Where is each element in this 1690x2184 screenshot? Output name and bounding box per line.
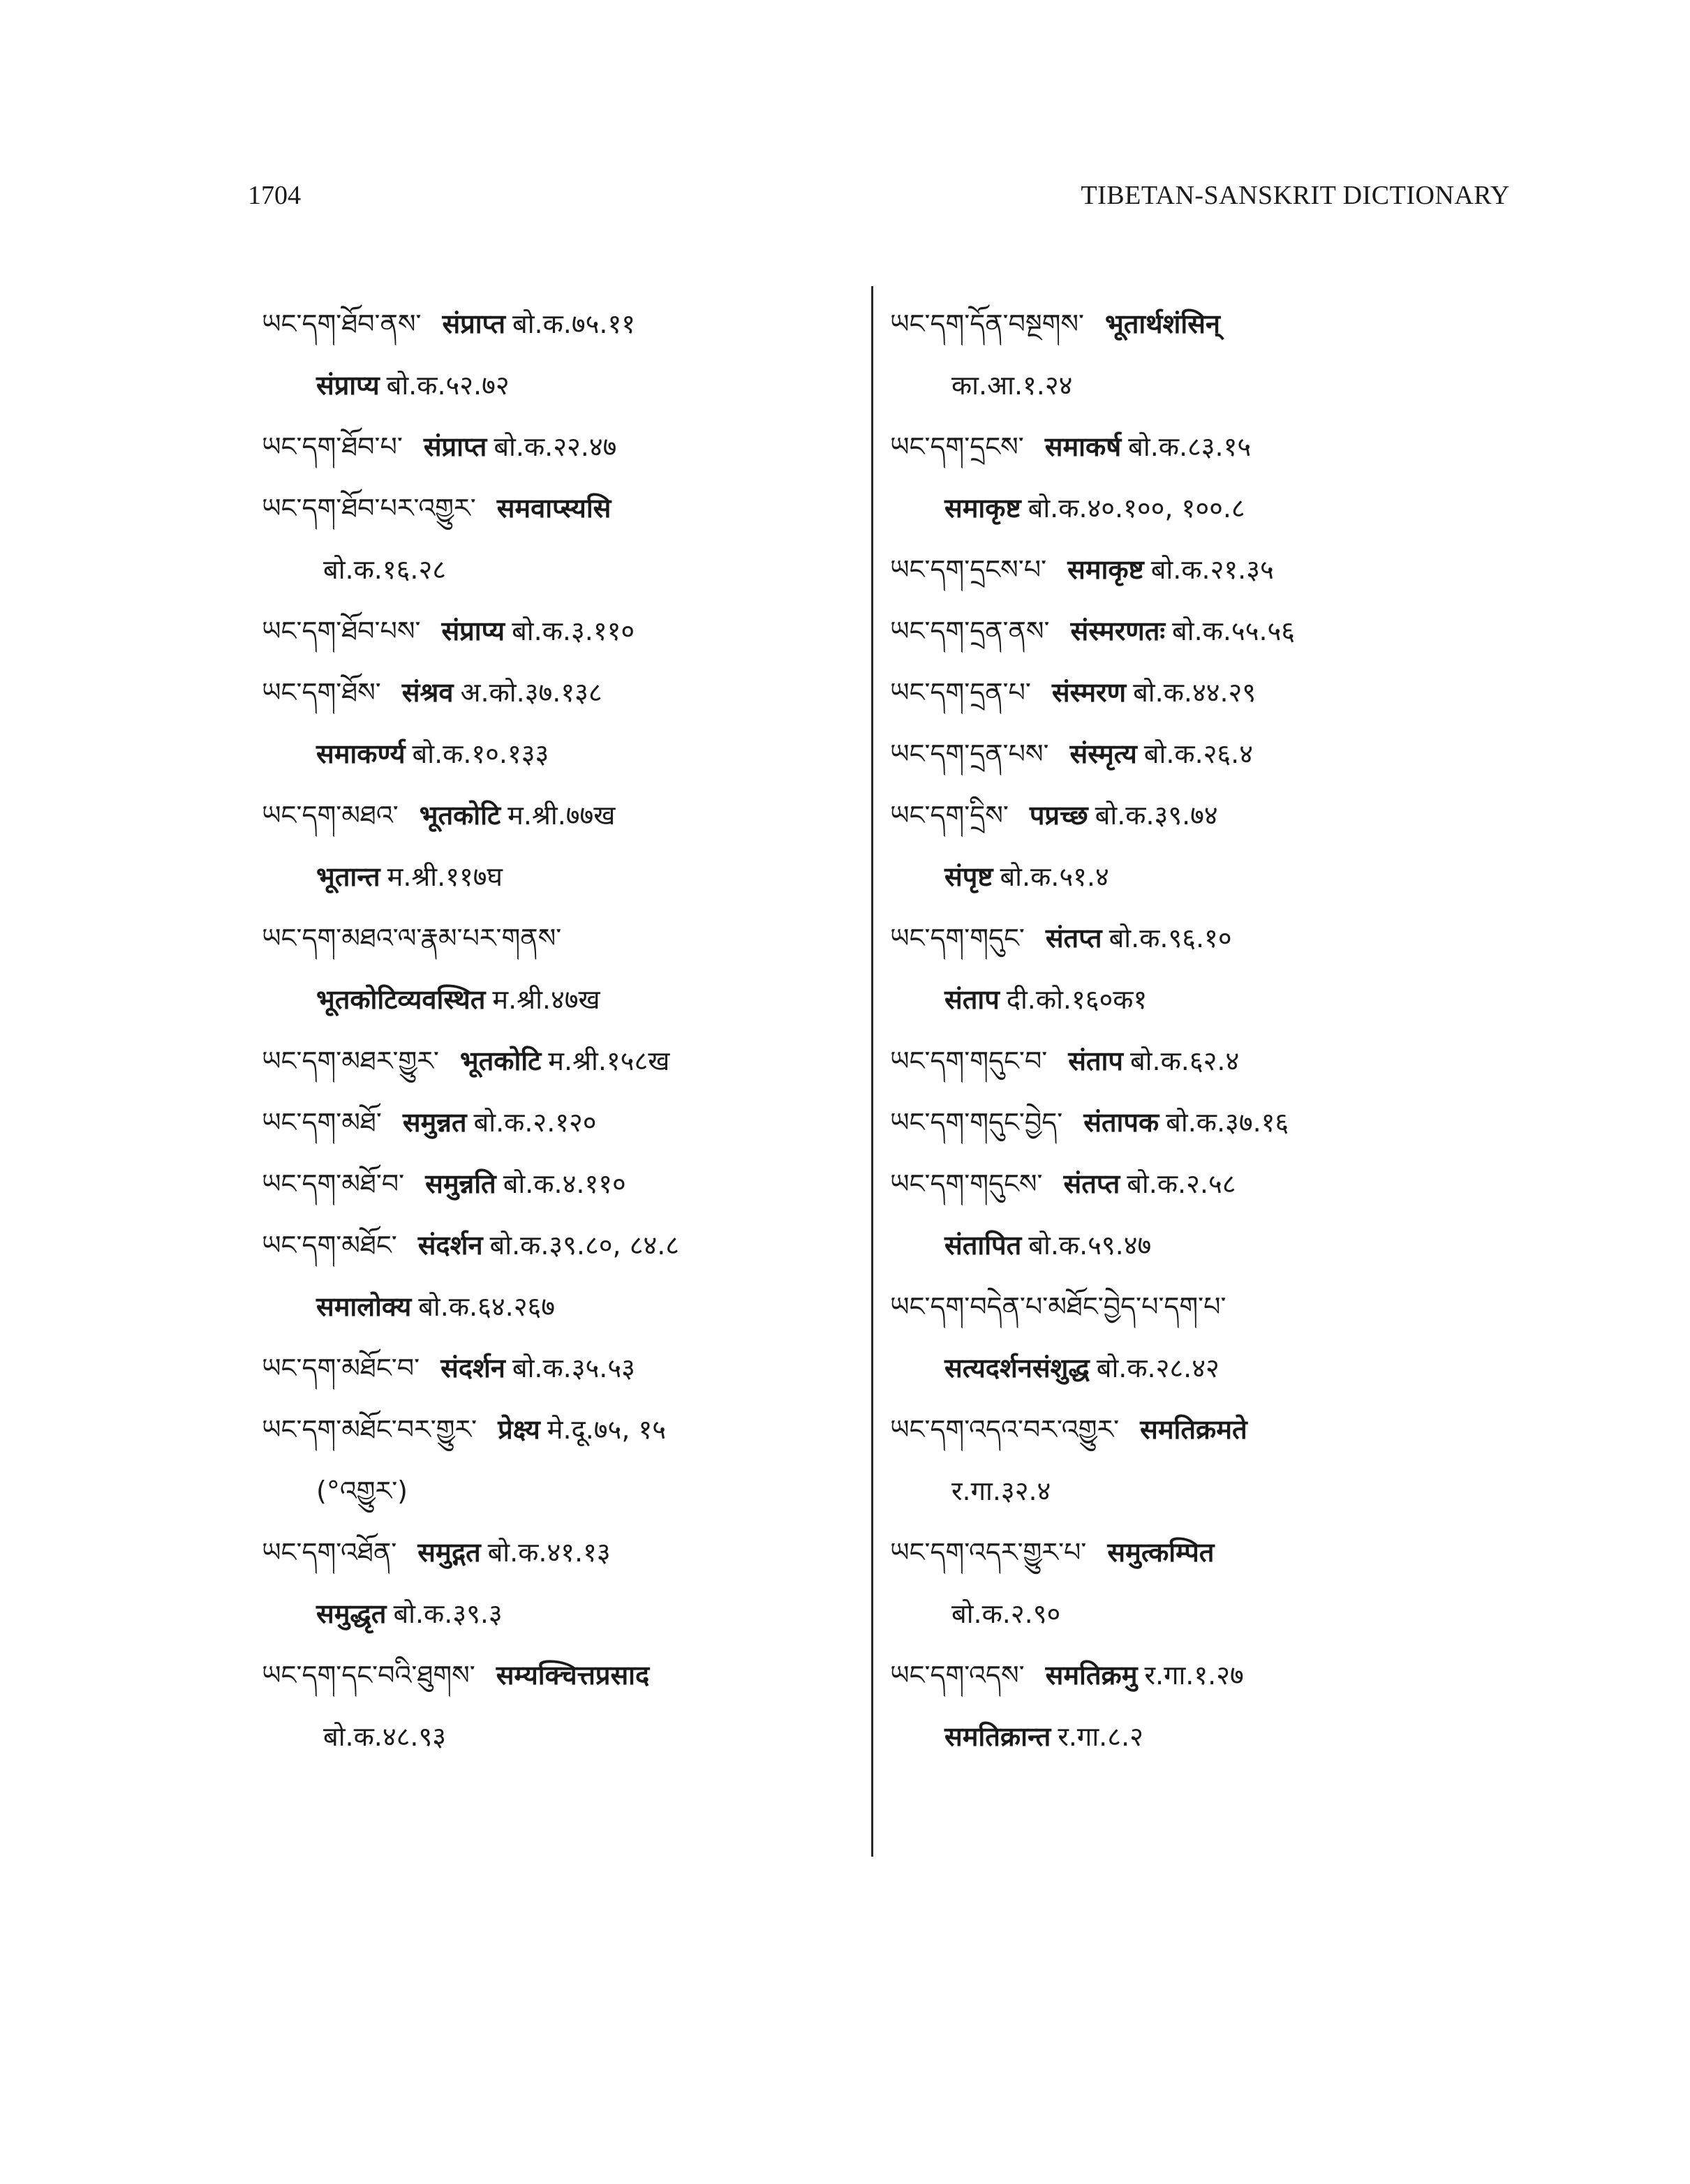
tibetan-headword: ཡང་དག་ཐོབ་པ་ <box>262 431 403 462</box>
dictionary-entry <box>890 662 1490 723</box>
source-reference: म.श्री.१५८ख <box>548 1046 670 1076</box>
sanskrit-equivalent: संतापक <box>1083 1107 1159 1138</box>
source-reference: अ.को.३७.१३८ <box>460 677 602 708</box>
source-reference: बो.क.४१.१३ <box>487 1537 611 1568</box>
entry-continuation <box>890 1337 1490 1399</box>
sanskrit-equivalent: संप्राप्त <box>442 309 505 339</box>
sanskrit-equivalent: संताप <box>1068 1046 1123 1076</box>
source-reference: बो.क.७५.११ <box>512 309 636 339</box>
sanskrit-equivalent: सम्यक्चित्तप्रसाद <box>496 1660 650 1691</box>
source-reference: बो.क.८३.१५ <box>1128 431 1252 462</box>
sanskrit-equivalent: संप्राप्त <box>423 431 487 462</box>
sanskrit-equivalent: संदर्शन <box>440 1353 505 1383</box>
entry-continuation <box>890 1214 1490 1276</box>
sanskrit-equivalent: संस्मृत्य <box>1069 738 1137 769</box>
source-reference: बो.क.१०.१३३ <box>412 738 549 769</box>
sanskrit-equivalent: भूतकोटिव्यवस्थित <box>316 984 486 1015</box>
source-reference: बो.क.९६.१० <box>1109 923 1232 953</box>
dictionary-entry <box>262 662 862 785</box>
source-reference: बो.क.२६.४ <box>1143 738 1254 769</box>
source-reference: र.गा.१.२७ <box>1144 1660 1244 1691</box>
sanskrit-equivalent: समाकर्ण्य <box>316 738 406 769</box>
dictionary-entry <box>262 1030 862 1092</box>
tibetan-headword: ཡང་དག་འདའ་བར་འགྱུར་ <box>890 1414 1120 1445</box>
entry-continuation <box>262 969 862 1030</box>
dictionary-entry <box>890 723 1490 785</box>
dictionary-entry <box>890 1644 1490 1767</box>
dictionary-entry <box>262 1337 862 1399</box>
entry-continuation <box>262 846 862 907</box>
dictionary-entry <box>890 1030 1490 1092</box>
tibetan-headword: ཡང་དག་དང་བའི་ཐུགས་ <box>262 1660 475 1691</box>
tibetan-headword: ཡང་དག་དོན་བསྔགས་ <box>890 309 1085 339</box>
dictionary-entry <box>262 1153 862 1214</box>
tibetan-headword: ཡང་དག་འདས་ <box>890 1660 1025 1691</box>
dictionary-entry <box>890 416 1490 539</box>
source-reference: बो.क.४८.९३ <box>323 1721 447 1752</box>
tibetan-headword: ཡང་དག་མཐོང་བར་གྱུར་ <box>262 1414 477 1445</box>
source-reference: बो.क.६४.२६७ <box>418 1291 555 1322</box>
entry-continuation <box>890 1460 1490 1522</box>
dictionary-entry <box>890 1276 1490 1399</box>
dictionary-entry <box>262 907 862 1030</box>
dictionary-entry <box>890 600 1490 662</box>
source-reference: बो.क.५२.७२ <box>386 370 510 401</box>
tibetan-headword: ཡང་དག་མཐོང་ <box>262 1230 397 1261</box>
sanskrit-equivalent: समुद्गत <box>417 1537 481 1568</box>
source-reference: बो.क.२.१२० <box>473 1107 597 1138</box>
right-column <box>890 293 1490 1767</box>
sanskrit-equivalent: समतिक्रान्त <box>944 1721 1051 1752</box>
source-reference: बो.क.३५.५३ <box>512 1353 635 1383</box>
source-reference: म.श्री.११७घ <box>387 861 503 892</box>
tibetan-headword: ཡང་དག་ཐོབ་པས་ <box>262 616 421 646</box>
left-column <box>262 293 862 1767</box>
sanskrit-equivalent: सत्यदर्शनसंशुद्ध <box>944 1353 1090 1383</box>
dictionary-entry <box>890 1092 1490 1153</box>
running-title: TIBETAN-SANSKRIT DICTIONARY <box>1081 181 1510 210</box>
sanskrit-equivalent: पप्रच्छ <box>1029 800 1088 831</box>
tibetan-headword: ཡང་དག་གདུང་བ་ <box>890 1046 1048 1076</box>
sanskrit-equivalent: भूतान्त <box>316 861 380 892</box>
dictionary-entry <box>262 477 862 600</box>
tibetan-headword: ཡང་དག་དྲིས་ <box>890 800 1009 831</box>
source-reference: बो.क.५५.५६ <box>1172 616 1296 646</box>
tibetan-headword: ཡང་དག་མཐོང་བ་ <box>262 1353 420 1383</box>
tibetan-headword: ཡང་དག་མཐའ་ལ་རྣམ་པར་གནས་ <box>262 923 562 953</box>
entry-continuation <box>890 477 1490 539</box>
source-reference: बो.क.४४.२९ <box>1133 677 1257 708</box>
source-reference: बो.क.२.९० <box>951 1598 1061 1629</box>
dictionary-entry <box>262 1214 862 1337</box>
sanskrit-equivalent: समुत्कम्पित <box>1107 1537 1215 1568</box>
entry-continuation <box>262 1276 862 1337</box>
source-reference: बो.क.३९.३ <box>393 1598 503 1629</box>
sanskrit-equivalent: प्रेक्ष्य <box>498 1414 540 1445</box>
sanskrit-equivalent: भूतार्थशंसिन् <box>1105 309 1220 339</box>
sanskrit-equivalent: समतिक्रमु <box>1045 1660 1138 1691</box>
sanskrit-equivalent: संस्मरणतः <box>1070 616 1166 646</box>
page-number: 1704 <box>248 181 301 210</box>
sanskrit-equivalent: संश्रव <box>401 677 454 708</box>
source-reference: बो.क.५१.४ <box>1000 861 1109 892</box>
entry-continuation <box>262 723 862 785</box>
source-reference: र.गा.३२.४ <box>951 1476 1051 1506</box>
column-divider <box>871 286 873 1857</box>
sanskrit-equivalent: संतापित <box>944 1230 1022 1261</box>
sanskrit-equivalent: समतिक्रमते <box>1140 1414 1247 1445</box>
tibetan-headword: ཡང་དག་གདུངས་ <box>890 1168 1043 1199</box>
dictionary-entry <box>890 1522 1490 1644</box>
sanskrit-equivalent: समाकृष्ट <box>944 493 1021 523</box>
dictionary-entry <box>262 1092 862 1153</box>
sanskrit-equivalent: समाकर्ष <box>1044 431 1122 462</box>
tibetan-headword: ཡང་དག་འདར་གྱུར་པ་ <box>890 1537 1087 1568</box>
entry-continuation <box>890 1706 1490 1767</box>
dictionary-entry <box>890 539 1490 600</box>
dictionary-entry <box>890 1399 1490 1522</box>
sanskrit-equivalent: संताप <box>944 984 1000 1015</box>
sanskrit-equivalent: संपृष्ट <box>944 861 993 892</box>
tibetan-headword: ཡང་དག་ཐོབ་ནས་ <box>262 309 422 339</box>
entry-continuation <box>262 539 862 600</box>
tibetan-headword: ཡང་དག་བདེན་པ་མཐོང་བྱེད་པ་དག་པ་ <box>890 1291 1226 1322</box>
tibetan-headword: ཡང་དག་གདུང་བྱེད་ <box>890 1107 1063 1138</box>
entry-note: (°འགྱུར་) <box>316 1476 408 1506</box>
source-reference: बो.क.३.११० <box>512 616 635 646</box>
source-reference: बो.क.२१.३५ <box>1150 554 1274 585</box>
tibetan-headword: ཡང་དག་མཐར་གྱུར་ <box>262 1046 439 1076</box>
dictionary-entry <box>262 293 862 416</box>
entry-continuation <box>262 1583 862 1644</box>
dictionary-entry <box>890 1153 1490 1276</box>
dictionary-entry <box>262 785 862 907</box>
source-reference: बो.क.२.५८ <box>1127 1168 1236 1199</box>
sanskrit-equivalent: समुन्नति <box>425 1168 496 1199</box>
dictionary-entry <box>262 1644 862 1767</box>
source-reference: म.श्री.७७ख <box>507 800 616 831</box>
sanskrit-equivalent: संतप्त <box>1063 1168 1120 1199</box>
tibetan-headword: ཡང་དག་གདུང་ <box>890 923 1025 953</box>
source-reference: बो.क.६२.४ <box>1129 1046 1240 1076</box>
source-reference: का.आ.१.२४ <box>951 370 1073 401</box>
tibetan-headword: ཡང་དག་དྲན་ནས་ <box>890 616 1050 646</box>
dictionary-entry <box>890 293 1490 416</box>
dictionary-entry <box>890 785 1490 907</box>
source-reference: म.श्री.४७ख <box>492 984 600 1015</box>
source-reference: बो.क.४०.१००, १००.८ <box>1028 493 1245 523</box>
entry-continuation <box>890 969 1490 1030</box>
dictionary-entry <box>262 416 862 477</box>
entry-continuation <box>890 355 1490 416</box>
source-reference: र.गा.८.२ <box>1058 1721 1143 1752</box>
tibetan-headword: ཡང་དག་མཐའ་ <box>262 800 399 831</box>
tibetan-headword: ཡང་དག་དྲངས་ <box>890 431 1024 462</box>
tibetan-headword: ཡང་དག་དྲངས་པ་ <box>890 554 1047 585</box>
sanskrit-equivalent: संदर्शन <box>417 1230 483 1261</box>
source-reference: दी.को.१६०क१ <box>1006 984 1148 1015</box>
entry-continuation <box>890 846 1490 907</box>
source-reference: मे.दू.७५, १५ <box>547 1414 666 1445</box>
sanskrit-equivalent: संप्राप्य <box>316 370 380 401</box>
tibetan-headword: ཡང་དག་དྲན་པ་ <box>890 677 1031 708</box>
tibetan-headword: ཡང་དག་ཐོས་ <box>262 677 381 708</box>
tibetan-headword: ཡང་དག་འཐོན་ <box>262 1537 397 1568</box>
entry-continuation <box>890 1583 1490 1644</box>
source-reference: बो.क.४.११० <box>503 1168 626 1199</box>
source-reference: बो.क.३७.१६ <box>1166 1107 1289 1138</box>
sanskrit-equivalent: भूतकोटि <box>419 800 501 831</box>
sanskrit-equivalent: समुन्नत <box>402 1107 467 1138</box>
dictionary-entry <box>262 1399 862 1522</box>
entry-continuation <box>262 355 862 416</box>
source-reference: बो.क.३९.८०, ८४.८ <box>489 1230 680 1261</box>
tibetan-headword: ཡང་དག་མཐོ་ <box>262 1107 382 1138</box>
source-reference: बो.क.३९.७४ <box>1095 800 1218 831</box>
sanskrit-equivalent: समाकृष्ट <box>1067 554 1144 585</box>
sanskrit-equivalent: समुद्धृत <box>316 1598 387 1629</box>
dictionary-entry <box>262 1522 862 1644</box>
source-reference: बो.क.२८.४२ <box>1096 1353 1220 1383</box>
tibetan-headword: ཡང་དག་དྲན་པས་ <box>890 738 1049 769</box>
sanskrit-equivalent: समालोक्य <box>316 1291 412 1322</box>
entry-continuation <box>262 1706 862 1767</box>
dictionary-entry <box>262 600 862 662</box>
entry-continuation <box>262 1460 862 1522</box>
sanskrit-equivalent: संप्राप्य <box>441 616 505 646</box>
sanskrit-equivalent: संस्मरण <box>1051 677 1127 708</box>
tibetan-headword: ཡང་དག་ཐོབ་པར་འགྱུར་ <box>262 493 476 523</box>
dictionary-entry <box>890 907 1490 1030</box>
sanskrit-equivalent: भूतकोटि <box>459 1046 542 1076</box>
source-reference: बो.क.२२.४७ <box>494 431 617 462</box>
tibetan-headword: ཡང་དག་མཐོ་བ་ <box>262 1168 405 1199</box>
source-reference: बो.क.१६.२८ <box>323 554 447 585</box>
sanskrit-equivalent: समवाप्स्यसि <box>496 493 611 523</box>
source-reference: बो.क.५९.४७ <box>1028 1230 1152 1261</box>
sanskrit-equivalent: संतप्त <box>1045 923 1102 953</box>
